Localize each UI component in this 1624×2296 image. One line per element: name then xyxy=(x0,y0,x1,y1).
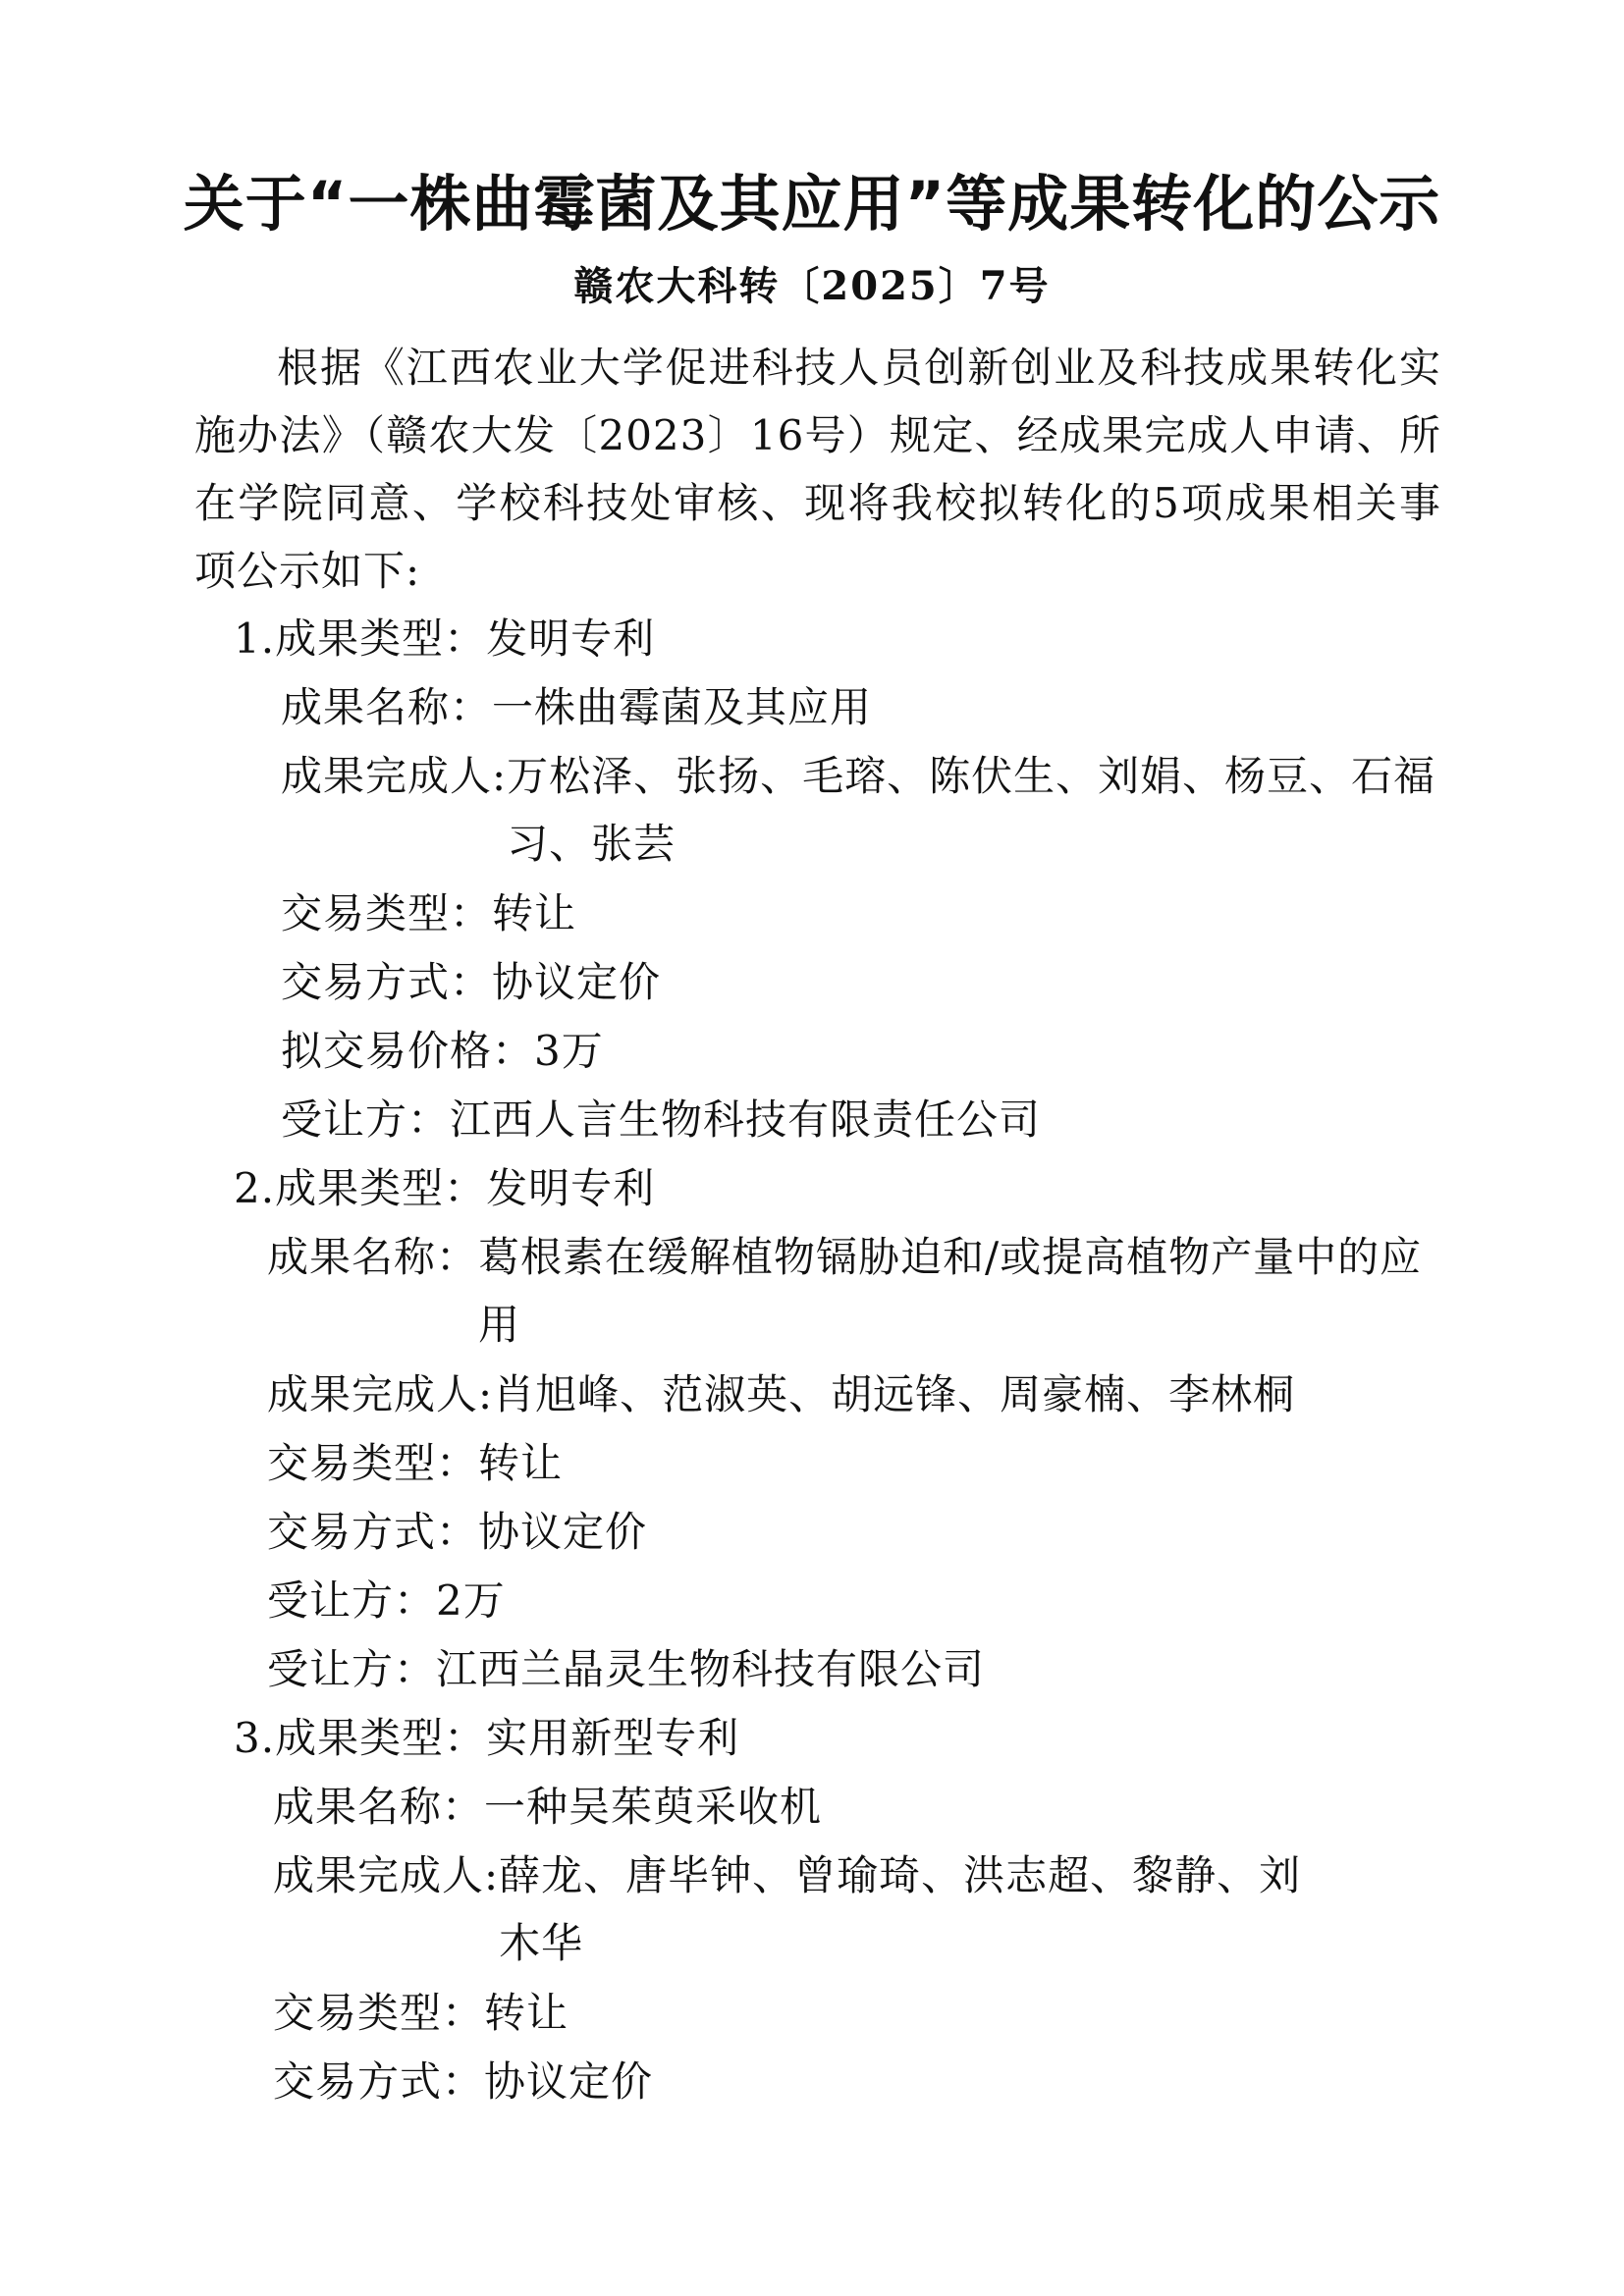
item-3-trade-method: 交易方式：协议定价 xyxy=(273,2057,654,2106)
item-3-name: 成果名称：一种吴茱萸采收机 xyxy=(273,1783,823,1831)
item-1-trade-type: 交易类型：转让 xyxy=(281,889,577,937)
document-number: 赣农大科转〔2025〕7号 xyxy=(573,263,1051,309)
item-2-trade-method: 交易方式：协议定价 xyxy=(267,1508,648,1556)
item-2-type: 2.成果类型：发明专利 xyxy=(234,1164,656,1212)
item-3-trade-type: 交易类型：转让 xyxy=(273,1989,569,2037)
item-3-type: 3.成果类型：实用新型专利 xyxy=(234,1714,740,1762)
item-1-price: 拟交易价格：3万 xyxy=(281,1027,604,1075)
item-3-persons-label: 成果完成人: xyxy=(273,1851,500,1899)
item-3-persons xyxy=(273,1842,1314,1977)
item-2-trade-type: 交易类型：转让 xyxy=(267,1439,564,1487)
intro-paragraph: 根据《江西农业大学促进科技人员创新创业及科技成果转化实施办法》（赣农大发〔2023〕16号）规定、经成果完成人申请、所在学院同意、学校科技处审核、现将我校拟转化的5项成果相关事项公示如下: xyxy=(194,344,1441,595)
item-2-name-value: 葛根素在缓解植物镉胁迫和/或提高植物产量中的应用 xyxy=(478,1233,1423,1349)
item-2-name xyxy=(267,1223,1449,1359)
item-1-type: 1.成果类型：发明专利 xyxy=(234,614,656,663)
item-1-persons xyxy=(281,742,1449,878)
page-title: 关于“一株曲霉菌及其应用”等成果转化的公示 xyxy=(183,168,1441,240)
item-2-name-label: 成果名称： xyxy=(267,1233,479,1281)
item-3-persons-value: 薛龙、唐毕钟、曾瑜琦、洪志超、黎静、刘木华 xyxy=(499,1851,1302,1967)
item-1-name: 成果名称：一株曲霉菌及其应用 xyxy=(281,683,873,731)
item-1-buyer: 受让方：江西人言生物科技有限责任公司 xyxy=(281,1095,1042,1144)
item-1-trade-method: 交易方式：协议定价 xyxy=(281,958,662,1006)
item-1-persons-label: 成果完成人: xyxy=(281,752,508,800)
item-2-buyer: 受让方：江西兰晶灵生物科技有限公司 xyxy=(267,1645,986,1693)
item-2-price: 受让方：2万 xyxy=(267,1576,506,1625)
item-2-persons: 成果完成人:肖旭峰、范淑英、胡远锋、周豪楠、李林桐 xyxy=(267,1370,1296,1418)
item-1-persons-value: 万松泽、张扬、毛瑢、陈伏生、刘娟、杨豆、石福习、张芸 xyxy=(507,752,1436,868)
